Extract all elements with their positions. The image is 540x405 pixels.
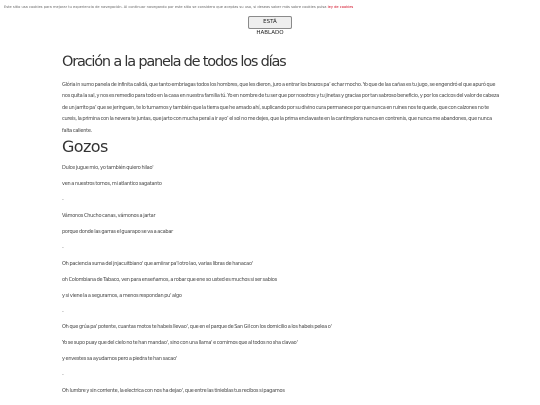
verse-line: ven a nuestros tornos, mi atlantico sagatanto bbox=[62, 181, 162, 187]
verse-separator: - bbox=[62, 309, 64, 315]
cookie-accept-button[interactable]: ESTÁ HABLADO bbox=[248, 16, 292, 29]
cookie-notice-text bbox=[4, 5, 534, 10]
verse-separator: - bbox=[62, 197, 64, 203]
cookie-policy-link[interactable]: ley de cookies bbox=[327, 5, 354, 9]
verse-line: Oh que grúa pa' potente, cuantas motos te habeis llevao', que en el parque de San Gil con los domicilio a los habeis pelea o' bbox=[62, 324, 332, 330]
page-title: Oración a la panela de todos los días bbox=[62, 54, 286, 70]
verse-line: y si viene la a seguramos, a menos respondan pu' algo bbox=[62, 293, 182, 299]
verse-line: porque donde las garras el guarapo se va a acabar bbox=[62, 229, 173, 235]
section-heading-gozos: Gozos bbox=[62, 137, 108, 156]
verse-separator: - bbox=[62, 372, 64, 378]
verse-line: oh Colombiana de Tabaco, ven para enseñarnos, a robar que ene so usted es muchos si ser sabios bbox=[62, 277, 277, 283]
cookie-notice-body: Este sitio usa cookies para mejorar tu experiencia de navegación. Al continuar navegando por este sitio se considera que aceptas su uso, si deseas saber más sobre cookies pulsa bbox=[4, 5, 327, 9]
verse-line: y envestes sa ayudarnos pero a piedra te han sacao' bbox=[62, 356, 178, 362]
verse-line: Oh paciencia suma del jnjacuitbiano' que amiirar pa'l otro lao, varias libras de hanacao' bbox=[62, 261, 253, 267]
cookie-consent-bar bbox=[0, 0, 540, 36]
verse-line: Vámonos Chucho canas, vámonos a jartar bbox=[62, 213, 156, 219]
article-paragraph: Glória in sumo panela de infinita calidá, que tanto embriagas todos los hombres, que les dieron, juro a entrar los brazos pa’ echar mocho. Yo que de las cañas es tu jugo, se engendró el que apuró que nos quita la sal, y nos es remedio para todo en la casa en nuestra familia tú. Yo en nombre de tu ser que por nosotros y tu jinetas y gracias por tan sabroso beneficio, y por los cacicos del valor de cabeza de un jarrito pa’ que se jeringuen, te lo tumarnos y también que la tierra que he amado ahí, suplicando por su divino cura permanece por que nunca en ruines nos te quede, que con calzones no te cureis, la primina con la nevera te juntas, que jarto con mucha peral a ir ayo’ el sol no me dejes, que la prima enclavaste en la cantimplora nunca en contrenis, que nunca me abandones, que nunca falta caliente. bbox=[62, 82, 500, 134]
verse-line: Dulce jugue mio, yo también quiero hilao' bbox=[62, 165, 154, 171]
verse-line: Yo se supo puay que del cielo no te han mandao', sino con una llama' e comimos que al todos no sha clavao' bbox=[62, 340, 298, 346]
verse-line: Oh lumbre y sin corriente, la electrica con nos ha dejao', que entre las tinieblas tus recibos si pagamos bbox=[62, 388, 285, 394]
verse-separator: - bbox=[62, 245, 64, 251]
